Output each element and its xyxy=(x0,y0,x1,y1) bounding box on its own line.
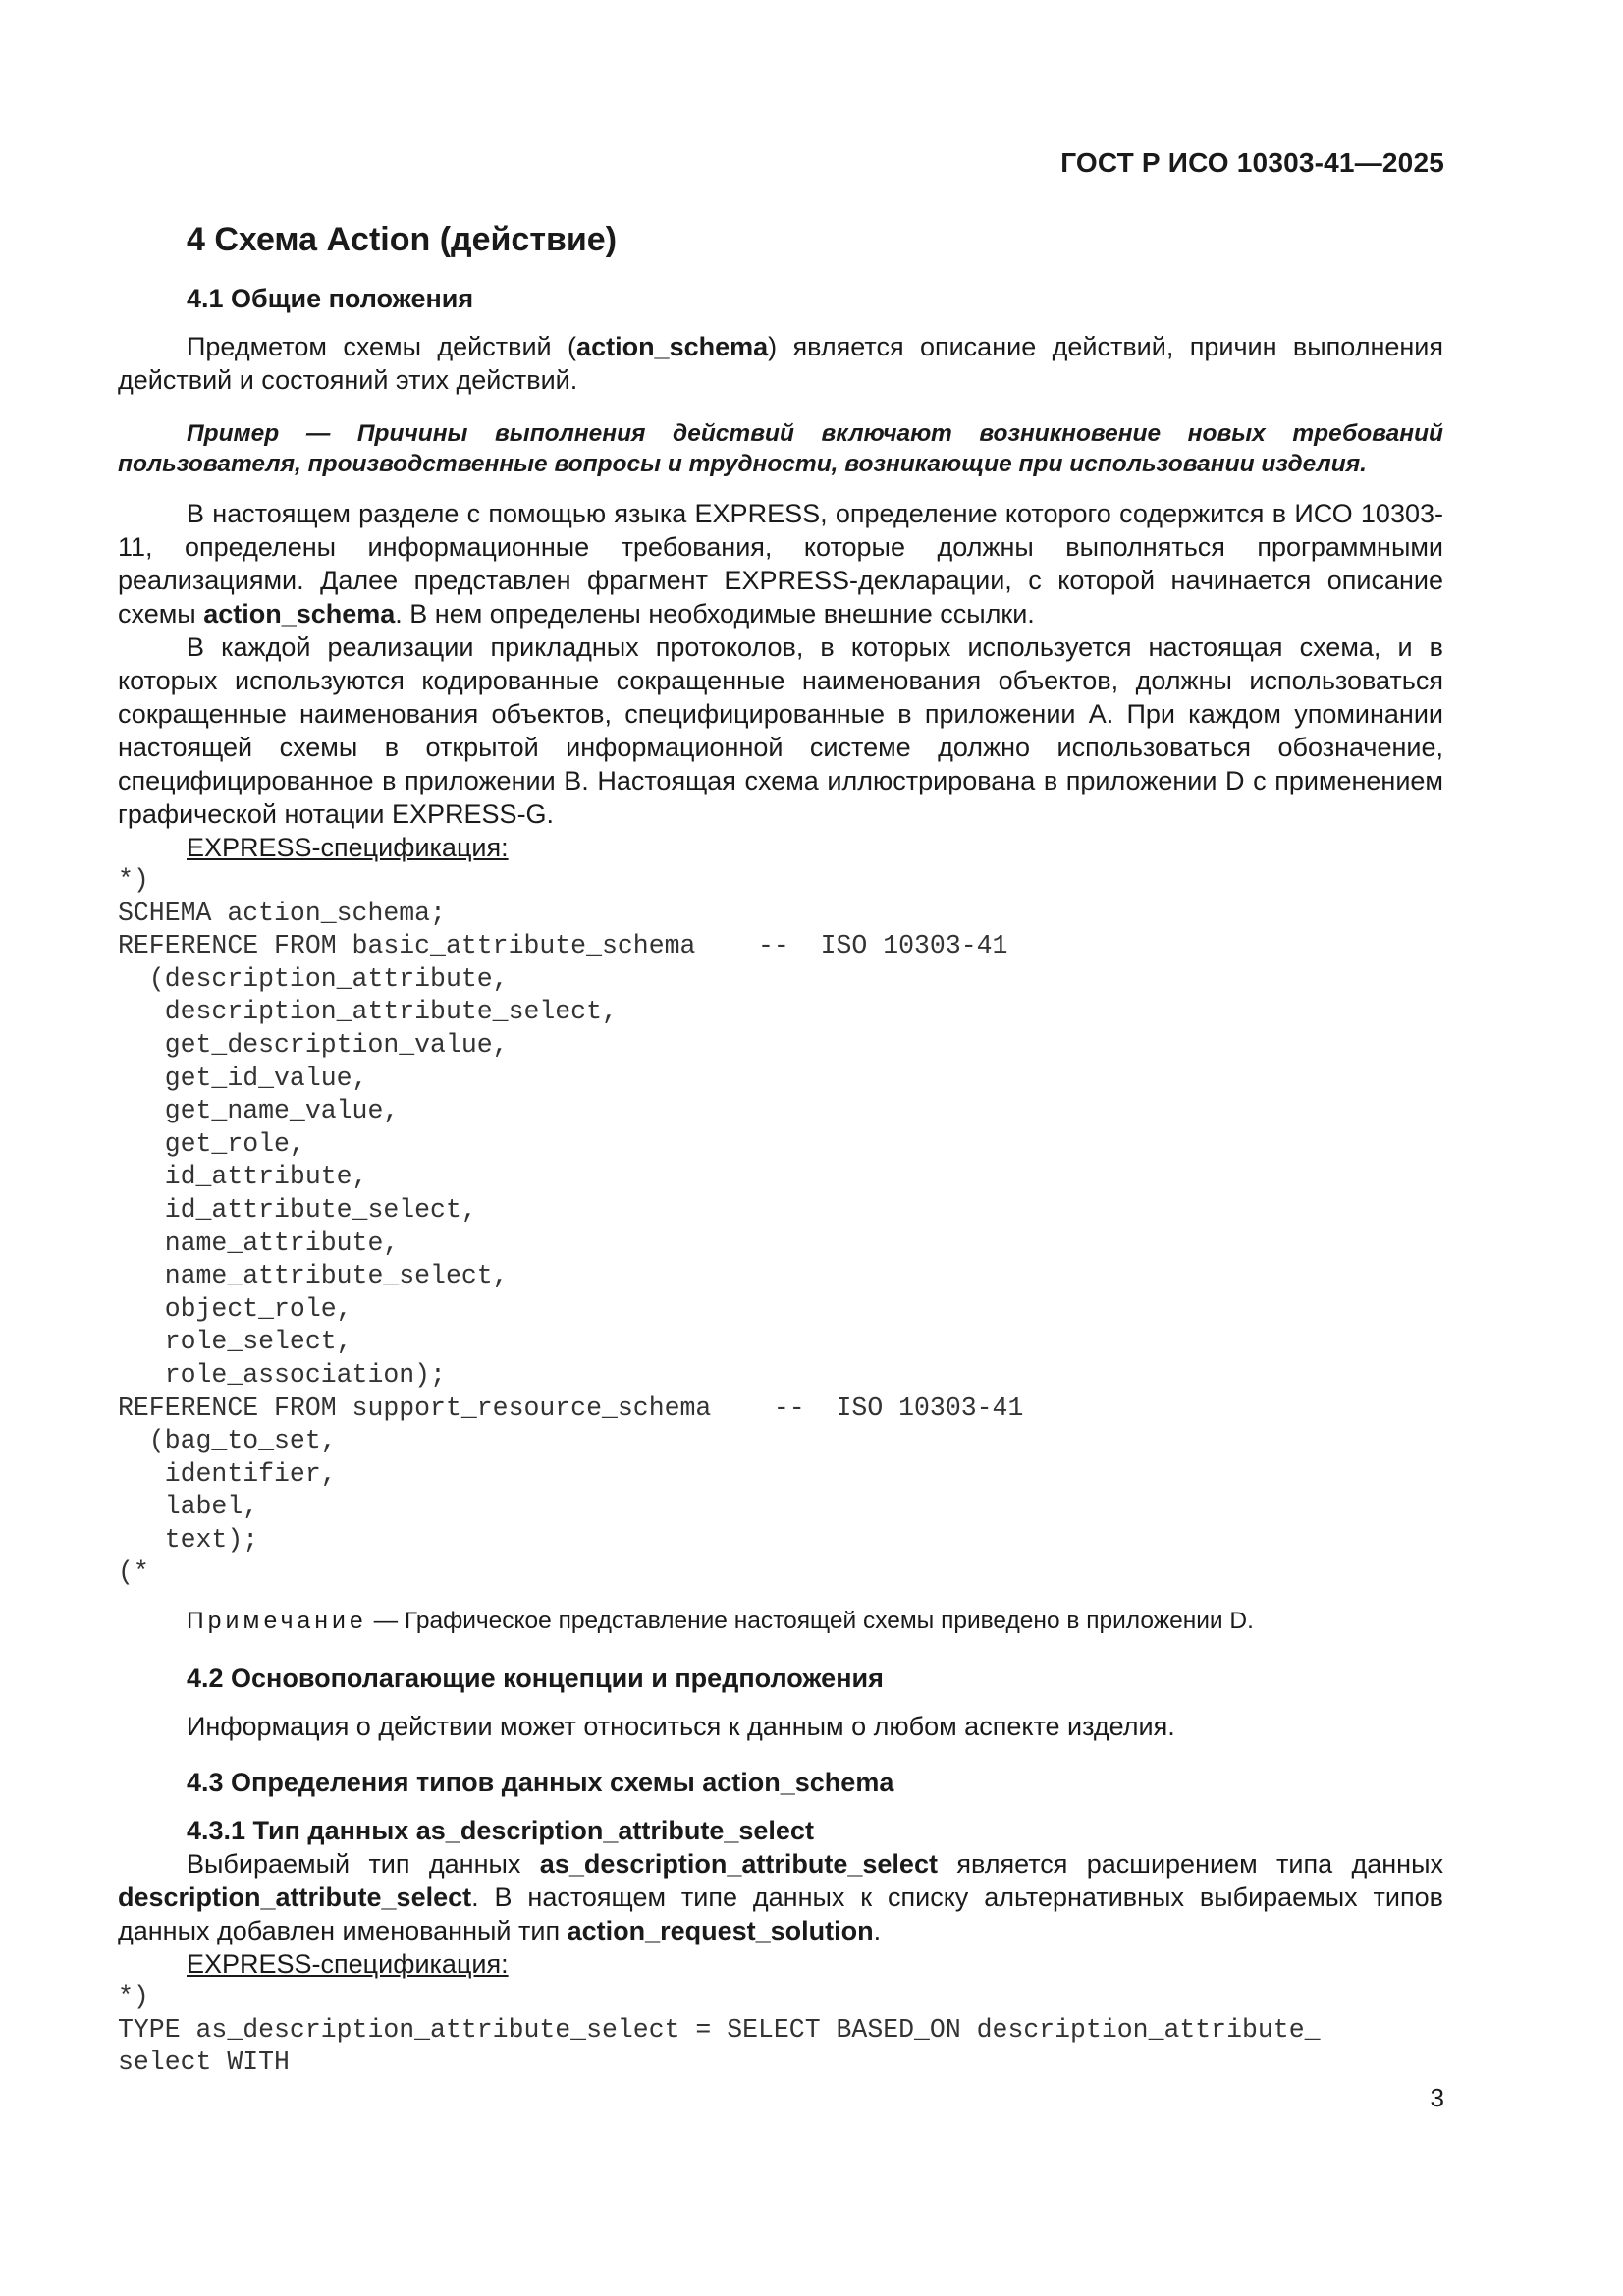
paragraph-select-type xyxy=(118,1847,1443,1947)
text-run-bold: action_request_solution xyxy=(567,1916,874,1946)
paragraph-schema-purpose xyxy=(118,330,1443,397)
text-run: Предметом схемы действий ( xyxy=(187,332,577,361)
text-run: . xyxy=(873,1916,882,1946)
text-run: ) является описание действий, причин выполнения действий и состояний этих действий. xyxy=(118,332,1444,395)
note-lead: Примечание xyxy=(187,1608,367,1635)
text-run: Выбираемый тип данных xyxy=(187,1849,540,1880)
paragraph-action-info: Информация о действии может относиться к данным о любом аспекте изделия. xyxy=(187,1712,1175,1742)
section-4-1-title: 4.1 Общие положения xyxy=(187,284,474,313)
text-run: . В нем определены необходимые внешние ссылки. xyxy=(395,599,1035,629)
note-text: — Графическое представление настоящей схемы приведено в приложении D. xyxy=(366,1608,1254,1635)
paragraph-express-intro xyxy=(118,497,1443,630)
document-header-id: ГОСТ Р ИСО 10303-41—2025 xyxy=(1060,147,1444,178)
express-spec-label-2: EXPRESS-спецификация: xyxy=(187,1949,509,1980)
text-run: является расширением типа данных xyxy=(937,1849,1443,1880)
example-note: Пример — Причины выполнения действий включают возникновение новых требований пользователя, производственные вопросы и трудности, возникающие при использовании изделия. xyxy=(118,420,1443,477)
paragraph-implementation-requirements: В каждой реализации прикладных протоколов, в которых используется настоящая схема, и в которых используются кодированные сокращенные наименования объектов, должны использоваться сокращенные наименования объектов, специфицированные в приложении A. При каждом упоминании настоящей схемы в открытой информационной системе должно использоваться обозначение, специфицированное в приложении B. Настоящая схема иллюстрирована в приложении D с применением графической нотации EXPRESS-G. xyxy=(118,632,1443,829)
text-run: . В настоящем типе данных к списку альтернативных выбираемых типов данных добавлен именованный тип xyxy=(118,1883,1443,1946)
section-4-2-title: 4.2 Основополагающие концепции и предположения xyxy=(187,1664,884,1694)
text-run-bold: as_description_attribute_select xyxy=(539,1849,938,1880)
text-run: В настоящем разделе с помощью языка EXPRESS, определение которого содержится в ИСО 10303-11, определены информационные требования, которые должны выполняться программными реализациями. Далее представлен фрагмент EXPRESS-декларации, с которой начинается описание схемы xyxy=(118,499,1443,629)
page-number: 3 xyxy=(1430,2083,1444,2112)
section-4-3-title: 4.3 Определения типов данных схемы action_schema xyxy=(187,1768,894,1798)
express-spec-label: EXPRESS-спецификация: xyxy=(187,833,509,862)
note xyxy=(187,1606,1443,1637)
section-4-title: 4 Схема Action (действие) xyxy=(187,221,618,258)
text-run-bold: action_schema xyxy=(576,332,769,361)
express-code-block-schema: *) SCHEMA action_schema; REFERENCE FROM basic_attribute_schema -- ISO 10303-41 (description_attribute, description_attribute_select, get_description_value, get_id_value, get_name_value, get_role, id_attribute, id_attribute_select, name_attribute, name_attribute_select, object_role, role_select, role_association); REFERENCE FROM support_resource_schema -- ISO 10303-41 (bag_to_set, identifier, label, text); (* xyxy=(118,865,1024,1588)
page-content xyxy=(118,218,1443,2080)
express-code-block-type: *) TYPE as_description_attribute_select = SELECT BASED_ON description_attribute_ select WITH xyxy=(118,1982,1321,2078)
section-4-3-1-title: 4.3.1 Тип данных as_description_attribute_select xyxy=(187,1816,814,1846)
text-run-bold: action_schema xyxy=(203,599,396,629)
text-run-bold: description_attribute_select xyxy=(118,1883,472,1913)
